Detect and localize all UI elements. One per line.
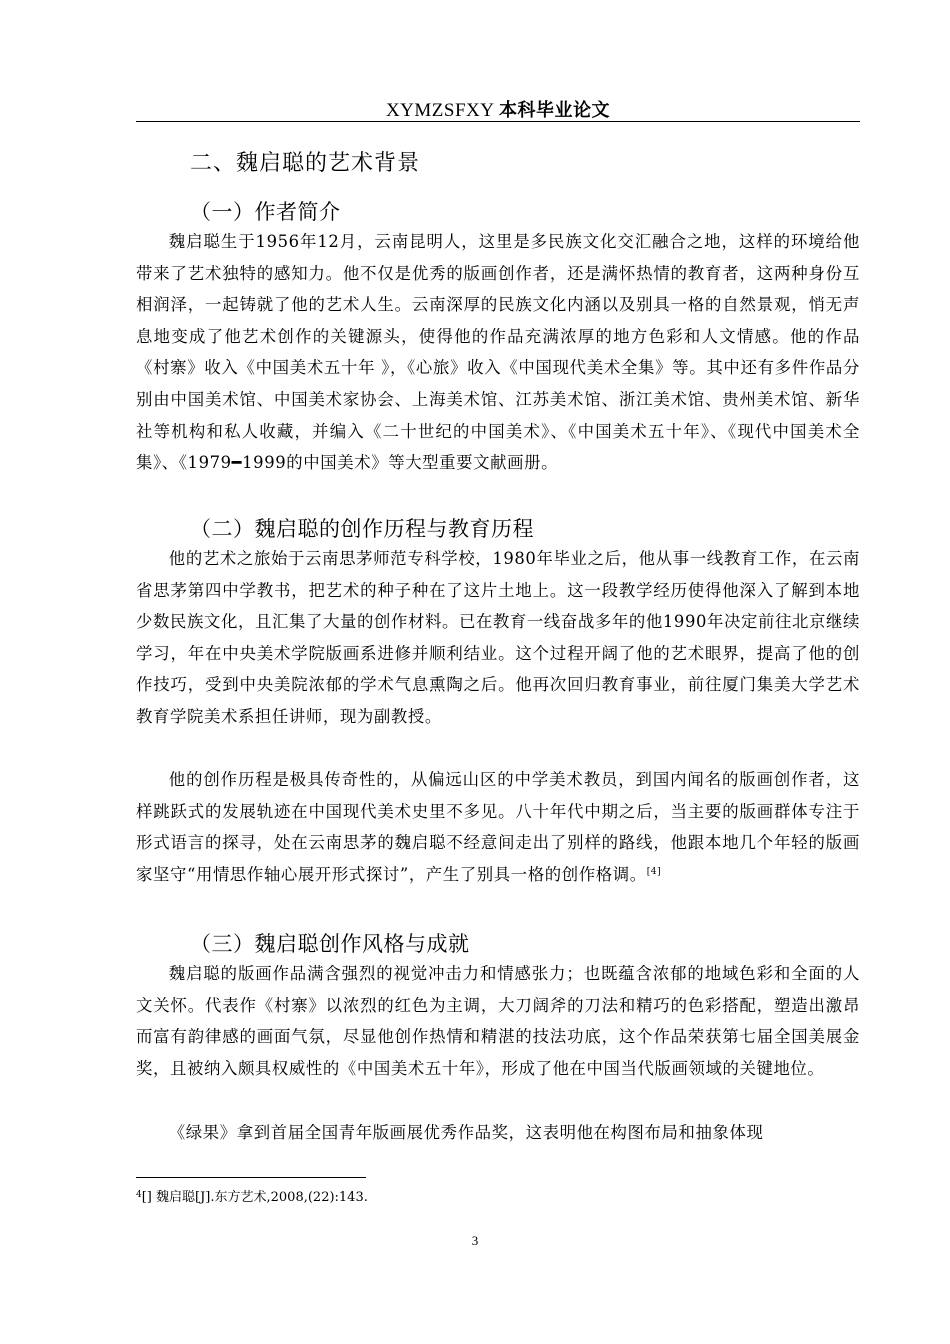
footnote-number: 4 bbox=[136, 1190, 142, 1200]
page-number: 3 bbox=[471, 1233, 479, 1248]
section-title-3: （三）魏启聪创作风格与成就 bbox=[190, 932, 470, 956]
footnote bbox=[136, 1186, 368, 1205]
footnote-rule bbox=[136, 1177, 366, 1178]
section-title-1: （一）作者简介 bbox=[190, 200, 341, 224]
paragraph-1: 魏启聪生于1956年12月，云南昆明人，这里是多民族文化交汇融合之地，这样的环境给他带来了艺术独特的感知力。他不仅是优秀的版画创作者，还是满怀热情的教育者，这两种身份互相润泽，一起铸就了他的艺术人生。云南深厚的民族文化内涵以及别具一格的自然景观，悄无声息地变成了他艺术创作的关键源头，使得他的作品充满浓厚的地方色彩和人文情感。他的作品《村寨》收入《中国美术五十年 》，《心旅》收入《中国现代美术全集》等。其中还有多件作品分别由中国美术馆、中国美术家协会、上海美术馆、江苏美术馆、浙江美术馆、贵州美术馆、新华社等机构和私人收藏，并编入《二十世纪的中国美术》、《中国美术五十年》、《现代中国美术全集》、《1979━1999的中国美术》等大型重要文献画册。 bbox=[136, 232, 860, 473]
paragraph-3 bbox=[136, 764, 860, 890]
footnote-text: [] 魏启聪[J].东方艺术,2008,(22):143. bbox=[141, 1190, 368, 1205]
paragraph-4: 魏启聪的版画作品满含强烈的视觉冲击力和情感张力；也既蕴含浓郁的地域色彩和全面的人文关怀。代表作《村寨》以浓烈的红色为主调，大刀阔斧的刀法和精巧的色彩搭配，塑造出激昂而富有韵律感的画面气氛，尽显他创作热情和精湛的技法功底，这个作品荣获第七届全国美展金奖，且被纳入颇具权威性的《中国美术五十年》，形成了他在中国当代版画领域的关键地位。 bbox=[136, 964, 860, 1078]
paragraph-3-text: 他的创作历程是极具传奇性的，从偏远山区的中学美术教员，到国内闻名的版画创作者，这样跳跃式的发展轨迹在中国现代美术史里不多见。八十年代中期之后，当主要的版画群体专注于形式语言的探寻，处在云南思茅的魏启聪不经意间走出了别样的路线，他跟本地几个年轻的版画家坚守“用情思作轴心展开形式探讨”，产生了别具一格的创作格调。 bbox=[136, 770, 860, 884]
header-latin: XYMZSFXY bbox=[385, 100, 494, 121]
section-title-2: （二）魏启聪的创作历程与教育历程 bbox=[190, 517, 534, 541]
paragraph-2: 他的艺术之旅始于云南思茅师范专科学校，1980年毕业之后，他从事一线教育工作，在云南省思茅第四中学教书，把艺术的种子种在了这片土地上。这一段教学经历使得他深入了解到本地少数民族文化，且汇集了大量的创作材料。已在教育一线奋战多年的他1990年决定前往北京继续学习，年在中央美术学院版画系进修并顺利结业。这个过程开阔了他的艺术眼界，提高了他的创作技巧，受到中央美院浓郁的学术气息熏陶之后。他再次回归教育事业，前往厦门集美大学艺术教育学院美术系担任讲师，现为副教授。 bbox=[136, 549, 860, 726]
header-chinese: 本科毕业论文 bbox=[499, 100, 611, 121]
running-header bbox=[136, 96, 860, 122]
paragraph-5: 《绿果》拿到首届全国青年版画展优秀作品奖，这表明他在构图布局和抽象体现 bbox=[168, 1123, 764, 1142]
header-rule bbox=[136, 121, 860, 122]
chapter-title: 二、魏启聪的艺术背景 bbox=[190, 151, 421, 176]
citation-mark[interactable]: [4] bbox=[646, 866, 662, 877]
